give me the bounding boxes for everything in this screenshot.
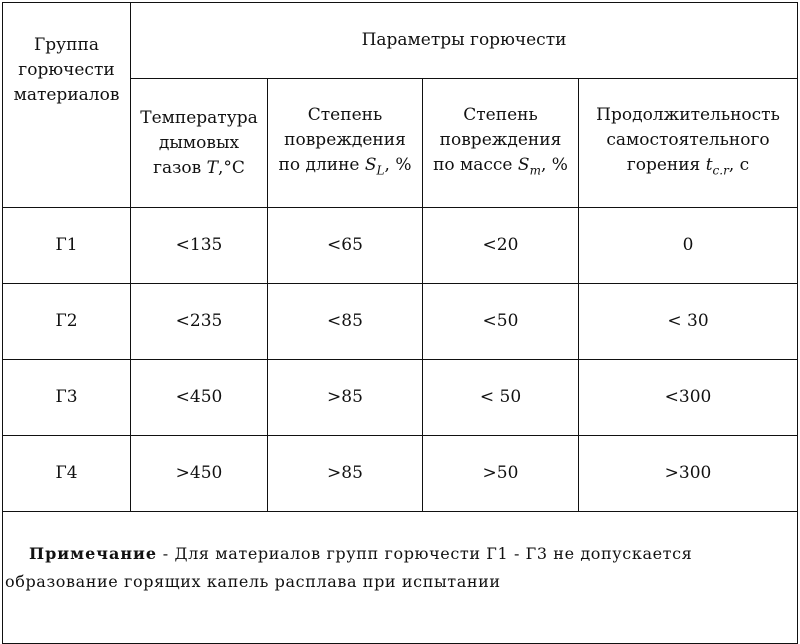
cell-temperature: <235	[131, 284, 268, 360]
cell-mass: < 50	[423, 360, 579, 436]
header-duration-line3: горения	[626, 154, 701, 175]
combustibility-table-document	[2, 2, 797, 622]
header-params-cell	[131, 3, 798, 79]
cell-group: Г2	[3, 284, 131, 360]
cell-duration: >300	[579, 436, 798, 512]
table-header-row	[3, 3, 798, 79]
header-mass-line3: по массе	[433, 154, 513, 175]
header-params-label: Параметры горючести	[361, 30, 567, 50]
note-cell	[3, 512, 798, 644]
cell-group: Г1	[3, 208, 131, 284]
length-symbol: S	[364, 154, 377, 175]
header-duration-cell	[579, 79, 798, 208]
header-group-cell	[3, 3, 131, 208]
table-row	[3, 284, 798, 360]
header-length-line2: повреждения	[284, 129, 406, 150]
mass-symbol: S	[517, 154, 530, 175]
header-length-line3: по длине	[278, 154, 360, 175]
header-temperature-line3: газов	[153, 157, 202, 178]
cell-duration: < 30	[579, 284, 798, 360]
cell-length: <65	[268, 208, 423, 284]
temperature-unit: ,°C	[217, 157, 245, 178]
mass-unit: , %	[540, 154, 568, 175]
header-duration-line2: самостоятельного	[606, 129, 770, 150]
header-length-line1: Степень	[307, 104, 383, 125]
table-row	[3, 436, 798, 512]
header-temperature-line1: Температура	[140, 107, 258, 128]
note-row	[3, 512, 798, 644]
length-unit: , %	[384, 154, 412, 175]
cell-duration: <300	[579, 360, 798, 436]
duration-subscript: c.r	[712, 163, 729, 178]
duration-unit: , с	[728, 154, 750, 175]
header-temperature-cell	[131, 79, 268, 208]
cell-mass: <50	[423, 284, 579, 360]
header-length-cell	[268, 79, 423, 208]
header-mass-line2: повреждения	[439, 129, 562, 150]
cell-duration: 0	[579, 208, 798, 284]
header-group-label: Группа горючести материалов	[13, 35, 120, 105]
note-label: Примечание	[29, 544, 158, 563]
length-subscript: L	[376, 163, 385, 178]
cell-mass: >50	[423, 436, 579, 512]
cell-temperature: <450	[131, 360, 268, 436]
table-row	[3, 360, 798, 436]
note-text: - Для материалов групп горючести Г1 - Г3 не допускается образование горящих капель расплава при испытании	[5, 544, 693, 591]
mass-subscript: m	[529, 163, 541, 178]
temperature-symbol: T	[206, 157, 218, 178]
duration-symbol: t	[705, 154, 713, 175]
cell-length: >85	[268, 436, 423, 512]
combustibility-parameters-table	[2, 2, 798, 644]
cell-temperature: >450	[131, 436, 268, 512]
cell-mass: <20	[423, 208, 579, 284]
table-row	[3, 208, 798, 284]
cell-group: Г4	[3, 436, 131, 512]
cell-temperature: <135	[131, 208, 268, 284]
cell-length: <85	[268, 284, 423, 360]
header-mass-line1: Степень	[463, 104, 538, 125]
cell-group: Г3	[3, 360, 131, 436]
cell-length: >85	[268, 360, 423, 436]
header-temperature-line2: дымовых	[158, 132, 240, 153]
header-mass-cell	[423, 79, 579, 208]
header-duration-line1: Продолжительность	[596, 104, 780, 125]
